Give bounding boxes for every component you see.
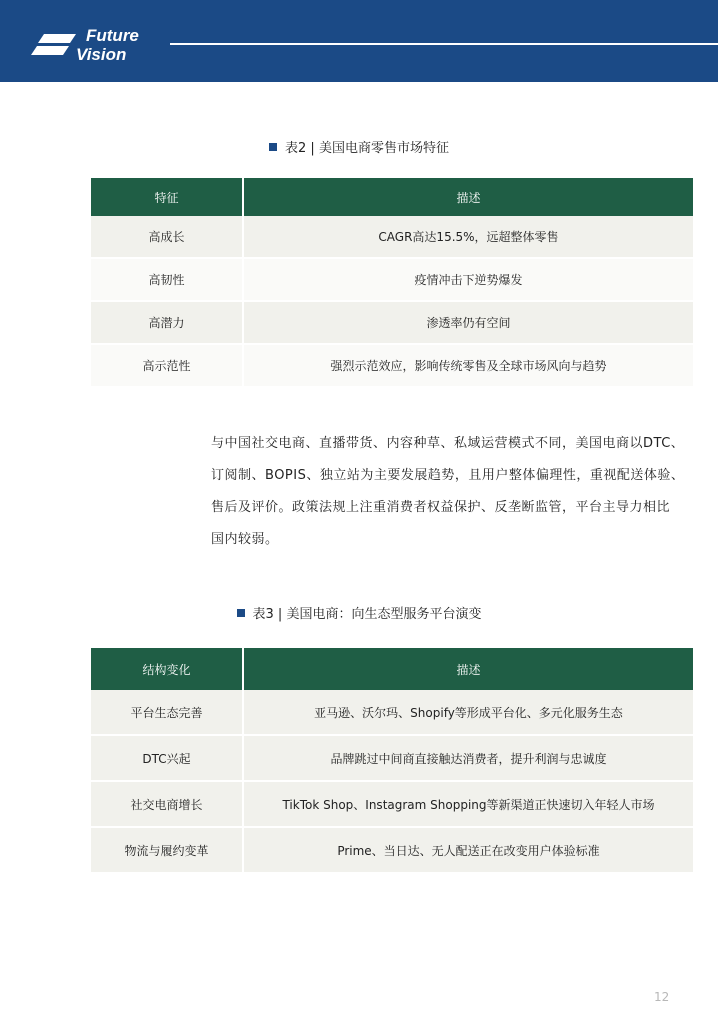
logo-text [76, 26, 139, 64]
table-header-row [91, 178, 693, 216]
table-cell-feature: 高示范性 [91, 344, 243, 386]
title-square-icon [269, 143, 277, 151]
table-cell-description: Prime、当日达、无人配送正在改变用户体验标准 [243, 827, 693, 872]
table-cell-description: 品牌跳过中间商直接触达消费者，提升利润与忠诚度 [243, 735, 693, 781]
paragraph-line: 国内较弱。 [211, 532, 279, 547]
table-header-cell: 特征 [91, 178, 243, 216]
table-row [91, 258, 693, 301]
body-paragraph [211, 428, 695, 556]
table-header-row [91, 648, 693, 690]
table-cell-feature: 高成长 [91, 216, 243, 258]
header-divider [170, 43, 718, 45]
table2-title [0, 137, 718, 156]
table-cell-feature: 高潜力 [91, 301, 243, 344]
table-header-cell: 结构变化 [91, 648, 243, 690]
table2 [91, 178, 693, 386]
table-cell-change: 物流与履约变革 [91, 827, 243, 872]
table-cell-feature: 高韧性 [91, 258, 243, 301]
paragraph-line: 订阅制、BOPIS、独立站为主要发展趋势，且用户整体偏理性，重视配送体验、 [211, 468, 685, 483]
table-cell-description: CAGR高达15.5%，远超整体零售 [243, 216, 693, 258]
table-cell-description: 亚马逊、沃尔玛、Shopify等形成平台化、多元化服务生态 [243, 690, 693, 735]
table-row [91, 690, 693, 735]
table-row [91, 781, 693, 827]
table3-title [0, 603, 718, 622]
future-vision-logo-icon [30, 34, 78, 56]
paragraph-line: 售后及评价。政策法规上注重消费者权益保护、反垄断监管，平台主导力相比 [211, 500, 671, 515]
table-cell-description: 强烈示范效应，影响传统零售及全球市场风向与趋势 [243, 344, 693, 386]
page-number: 12 [654, 990, 670, 1004]
table3 [91, 648, 693, 872]
table-cell-change: 平台生态完善 [91, 690, 243, 735]
logo-line2: Vision [76, 45, 127, 64]
table-row [91, 301, 693, 344]
table-row [91, 344, 693, 386]
table-cell-description: TikTok Shop、Instagram Shopping等新渠道正快速切入年轻人市场 [243, 781, 693, 827]
table-row [91, 827, 693, 872]
table3-title-text: 表3 | 美国电商：向生态型服务平台演变 [252, 607, 482, 622]
table-row [91, 216, 693, 258]
paragraph-line: 与中国社交电商、直播带货、内容种草、私域运营模式不同，美国电商以DTC、 [211, 436, 685, 451]
page-header [0, 0, 718, 82]
table-cell-description: 疫情冲击下逆势爆发 [243, 258, 693, 301]
title-square-icon [237, 609, 245, 617]
table-cell-change: DTC兴起 [91, 735, 243, 781]
table-row [91, 735, 693, 781]
table-cell-change: 社交电商增长 [91, 781, 243, 827]
table-cell-description: 渗透率仍有空间 [243, 301, 693, 344]
table-header-cell: 描述 [243, 178, 693, 216]
table2-title-text: 表2 | 美国电商零售市场特征 [285, 141, 449, 156]
table-header-cell: 描述 [243, 648, 693, 690]
logo-line1: Future [86, 26, 139, 45]
